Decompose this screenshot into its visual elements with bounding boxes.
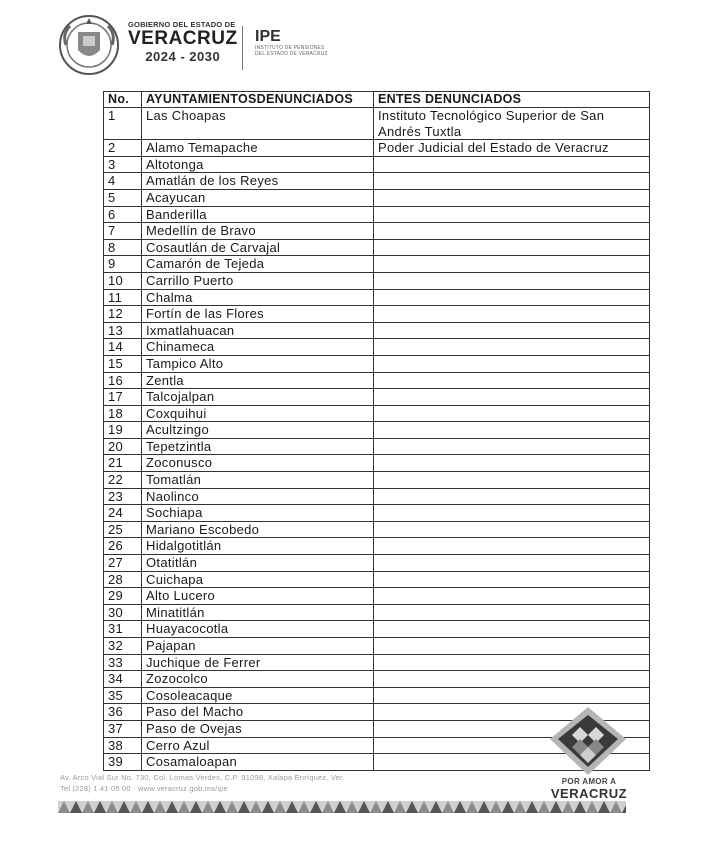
ente-cell: [374, 588, 650, 605]
ente-cell: [374, 455, 650, 472]
header-no: No.: [104, 92, 142, 108]
ente-cell: Poder Judicial del Estado de Veracruz: [374, 140, 650, 157]
ente-cell: [374, 372, 650, 389]
row-number: 26: [104, 538, 142, 555]
row-number: 21: [104, 455, 142, 472]
state-name: VERACRUZ: [128, 28, 238, 49]
table-row: [104, 108, 650, 140]
ayuntamiento-cell: Tepetzintla: [142, 438, 374, 455]
administration-period: 2024 - 2030: [145, 49, 221, 64]
table-row: [104, 372, 650, 389]
table-row: [104, 223, 650, 240]
government-name: [128, 20, 238, 64]
ayuntamiento-cell: Altotonga: [142, 156, 374, 173]
row-number: 5: [104, 189, 142, 206]
footer-address: [60, 772, 345, 794]
slogan-bottom: VERACRUZ: [550, 786, 628, 801]
row-number: 11: [104, 289, 142, 306]
row-number: 2: [104, 140, 142, 157]
ayuntamiento-cell: Zozocolco: [142, 671, 374, 688]
ente-cell: [374, 405, 650, 422]
ayuntamiento-cell: Cosoleacaque: [142, 687, 374, 704]
ente-cell: [374, 422, 650, 439]
row-number: 23: [104, 488, 142, 505]
table-row: [104, 322, 650, 339]
table-row: [104, 389, 650, 406]
ayuntamiento-cell: Fortín de las Flores: [142, 306, 374, 323]
ayuntamiento-cell: Pajapan: [142, 638, 374, 655]
row-number: 32: [104, 638, 142, 655]
ayuntamiento-cell: Naolinco: [142, 488, 374, 505]
denunciation-table: [103, 91, 650, 771]
ente-cell: [374, 472, 650, 489]
ente-cell: Instituto Tecnológico Superior de San Andrés Tuxtla: [374, 108, 650, 140]
ayuntamiento-cell: Chinameca: [142, 339, 374, 356]
row-number: 4: [104, 173, 142, 190]
ente-cell: [374, 389, 650, 406]
row-number: 7: [104, 223, 142, 240]
table-row: [104, 289, 650, 306]
table-row: [104, 355, 650, 372]
row-number: 18: [104, 405, 142, 422]
table-row: [104, 239, 650, 256]
row-number: 30: [104, 604, 142, 621]
ente-cell: [374, 322, 650, 339]
gov-label: GOBIERNO DEL ESTADO DE: [128, 20, 236, 29]
header-divider: [242, 26, 243, 70]
ente-cell: [374, 339, 650, 356]
table-row: [104, 140, 650, 157]
ente-cell: [374, 687, 650, 704]
ente-cell: [374, 256, 650, 273]
row-number: 38: [104, 737, 142, 754]
ayuntamiento-cell: Camarón de Tejeda: [142, 256, 374, 273]
table-row: [104, 505, 650, 522]
table-row: [104, 488, 650, 505]
table-row: [104, 405, 650, 422]
row-number: 19: [104, 422, 142, 439]
ente-cell: [374, 438, 650, 455]
ayuntamiento-cell: Zentla: [142, 372, 374, 389]
ayuntamiento-cell: Huayacocotla: [142, 621, 374, 638]
row-number: 9: [104, 256, 142, 273]
row-number: 22: [104, 472, 142, 489]
ayuntamiento-cell: Minatitlán: [142, 604, 374, 621]
ayuntamiento-cell: Coxquihui: [142, 405, 374, 422]
ayuntamiento-cell: Cerro Azul: [142, 737, 374, 754]
ente-cell: [374, 654, 650, 671]
table-row: [104, 588, 650, 605]
table-row: [104, 472, 650, 489]
row-number: 31: [104, 621, 142, 638]
ayuntamiento-cell: Medellín de Bravo: [142, 223, 374, 240]
row-number: 29: [104, 588, 142, 605]
ayuntamiento-cell: Juchique de Ferrer: [142, 654, 374, 671]
table-header-row: [104, 92, 650, 108]
ayuntamiento-cell: Amatlán de los Reyes: [142, 173, 374, 190]
ayuntamiento-cell: Cosautlán de Carvajal: [142, 239, 374, 256]
ayuntamiento-cell: Hidalgotitlán: [142, 538, 374, 555]
table-row: [104, 256, 650, 273]
table-row: [104, 538, 650, 555]
ayuntamiento-cell: Otatitlán: [142, 555, 374, 572]
address-line: Av. Arco Vial Sur No. 730, Col. Lomas Verdes, C.P. 91098, Xalapa Enríquez, Ver.: [60, 773, 345, 782]
ayuntamiento-cell: Carrillo Puerto: [142, 272, 374, 289]
row-number: 15: [104, 355, 142, 372]
ente-cell: [374, 289, 650, 306]
ente-cell: [374, 355, 650, 372]
ayuntamiento-cell: Talcojalpan: [142, 389, 374, 406]
ente-cell: [374, 223, 650, 240]
ente-cell: [374, 638, 650, 655]
row-number: 37: [104, 720, 142, 737]
table-row: [104, 604, 650, 621]
ayuntamiento-cell: Chalma: [142, 289, 374, 306]
row-number: 39: [104, 754, 142, 771]
ayuntamiento-cell: Tampico Alto: [142, 355, 374, 372]
table-row: [104, 687, 650, 704]
table-row: [104, 272, 650, 289]
ayuntamiento-cell: Sochiapa: [142, 505, 374, 522]
table-row: [104, 156, 650, 173]
ente-cell: [374, 555, 650, 572]
ayuntamiento-cell: Acayucan: [142, 189, 374, 206]
row-number: 8: [104, 239, 142, 256]
ente-cell: [374, 306, 650, 323]
ente-cell: [374, 189, 650, 206]
row-number: 13: [104, 322, 142, 339]
ente-cell: [374, 571, 650, 588]
row-number: 25: [104, 521, 142, 538]
table-row: [104, 521, 650, 538]
header-ayuntamientos: AYUNTAMIENTOSDENUNCIADOS: [142, 92, 374, 108]
ente-cell: [374, 621, 650, 638]
row-number: 14: [104, 339, 142, 356]
ayuntamiento-cell: Cuichapa: [142, 571, 374, 588]
table-row: [104, 206, 650, 223]
table-row: [104, 621, 650, 638]
header-entes: ENTES DENUNCIADOS: [374, 92, 650, 108]
ente-cell: [374, 488, 650, 505]
table-row: [104, 189, 650, 206]
ente-cell: [374, 538, 650, 555]
table-row: [104, 438, 650, 455]
table-row: [104, 455, 650, 472]
row-number: 6: [104, 206, 142, 223]
ipe-acronym: IPE: [255, 28, 281, 45]
letterhead: [58, 14, 358, 76]
ayuntamiento-cell: Banderilla: [142, 206, 374, 223]
row-number: 20: [104, 438, 142, 455]
contact-line: Tel (228) 1 41 05 00 · www.veracruz.gob.mx/ipe: [60, 784, 229, 793]
ayuntamiento-cell: Tomatlán: [142, 472, 374, 489]
ente-cell: [374, 604, 650, 621]
ipe-name-line2: DEL ESTADO DE VERACRUZ: [255, 51, 328, 57]
row-number: 33: [104, 654, 142, 671]
row-number: 10: [104, 272, 142, 289]
ente-cell: [374, 173, 650, 190]
ipe-name-line1: INSTITUTO DE PENSIONES: [255, 45, 325, 51]
row-number: 3: [104, 156, 142, 173]
decorative-band: [58, 801, 626, 813]
row-number: 27: [104, 555, 142, 572]
row-number: 12: [104, 306, 142, 323]
ente-cell: [374, 206, 650, 223]
ayuntamiento-cell: Zoconusco: [142, 455, 374, 472]
ente-cell: [374, 272, 650, 289]
ente-cell: [374, 671, 650, 688]
veracruz-logo-icon: [548, 705, 628, 777]
row-number: 16: [104, 372, 142, 389]
table-row: [104, 654, 650, 671]
ente-cell: [374, 239, 650, 256]
table-row: [104, 173, 650, 190]
table-row: [104, 671, 650, 688]
row-number: 1: [104, 108, 142, 140]
row-number: 35: [104, 687, 142, 704]
row-number: 28: [104, 571, 142, 588]
table-row: [104, 571, 650, 588]
ente-cell: [374, 521, 650, 538]
table-row: [104, 555, 650, 572]
ipe-block: [255, 28, 328, 57]
ayuntamiento-cell: Paso de Ovejas: [142, 720, 374, 737]
ayuntamiento-cell: Las Choapas: [142, 108, 374, 140]
row-number: 17: [104, 389, 142, 406]
table-row: [104, 638, 650, 655]
ayuntamiento-cell: Acultzingo: [142, 422, 374, 439]
slogan-top: POR AMOR A: [561, 777, 617, 786]
row-number: 36: [104, 704, 142, 721]
row-number: 24: [104, 505, 142, 522]
ayuntamiento-cell: Alto Lucero: [142, 588, 374, 605]
ayuntamiento-cell: Cosamaloapan: [142, 754, 374, 771]
table-row: [104, 422, 650, 439]
ente-cell: [374, 505, 650, 522]
ayuntamiento-cell: Paso del Macho: [142, 704, 374, 721]
table-row: [104, 306, 650, 323]
table-row: [104, 339, 650, 356]
row-number: 34: [104, 671, 142, 688]
ente-cell: [374, 156, 650, 173]
ayuntamiento-cell: Mariano Escobedo: [142, 521, 374, 538]
coat-of-arms-icon: [58, 14, 120, 76]
ayuntamiento-cell: Alamo Temapache: [142, 140, 374, 157]
ayuntamiento-cell: Ixmatlahuacan: [142, 322, 374, 339]
